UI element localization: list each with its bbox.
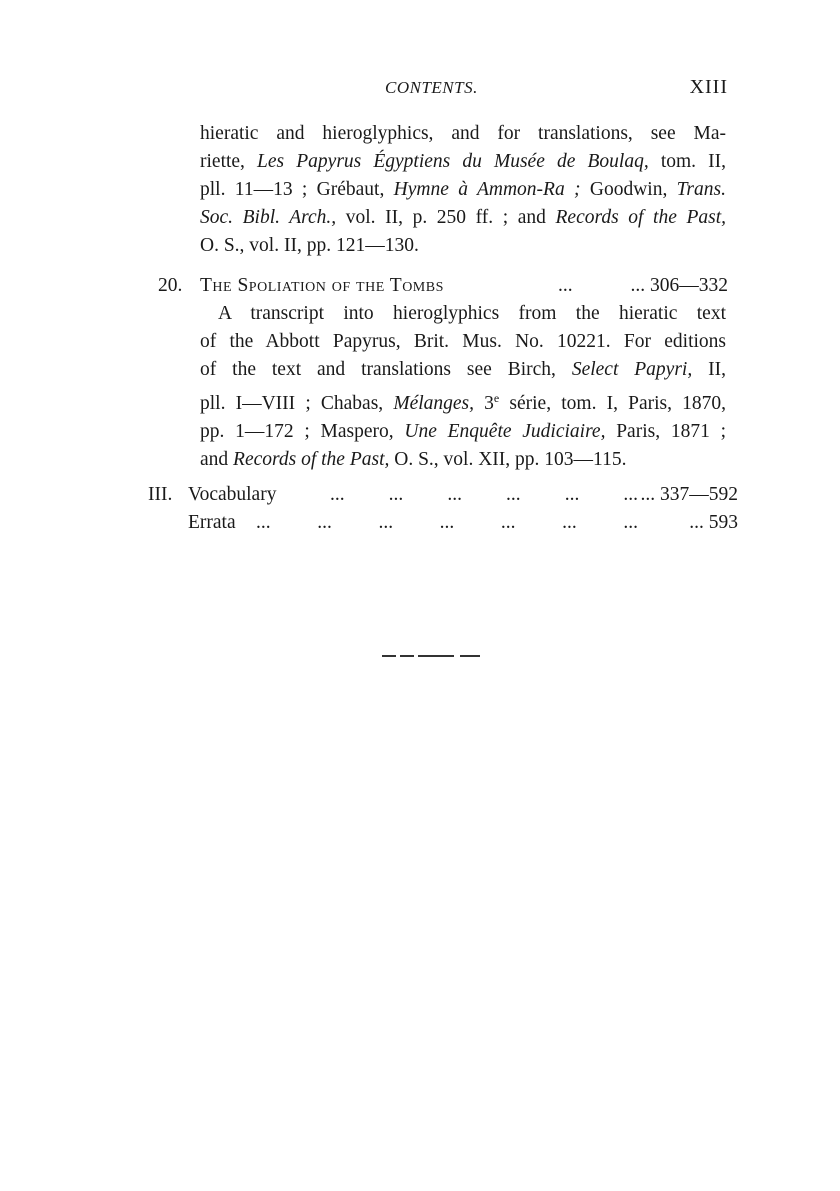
entry-title: The Spoliation of the Tombs xyxy=(200,275,444,296)
entry-number: 20. xyxy=(158,275,183,296)
entry-pages: ... 306—332 xyxy=(630,275,728,296)
page-number: XIII xyxy=(689,76,728,98)
text-line: pll. 11—13 ; Grébaut, Hymne à Ammon-Ra ; Goodwin, Trans. xyxy=(200,179,726,200)
text-line: and Records of the Past, O. S., vol. XII, pp. 103—115. xyxy=(200,449,627,470)
entry-number: III. xyxy=(148,484,173,505)
toc-entry-errata xyxy=(148,509,738,537)
entry-title: Vocabulary xyxy=(188,484,277,505)
text-line: pll. I—VIII ; Chabas, Mélanges, 3e série, tom. I, Paris, 1870, xyxy=(200,391,727,414)
toc-entry-vocabulary xyxy=(148,481,738,509)
entry-title: Errata xyxy=(188,512,236,533)
entry-pages: ... 593 xyxy=(689,512,738,533)
running-head xyxy=(140,78,740,102)
dot-leader: ... xyxy=(558,275,573,296)
entry-description xyxy=(200,300,726,474)
text-line: of the Abbott Papyrus, Brit. Mus. No. 10221. For editions xyxy=(200,331,726,352)
text-line: of the text and translations see Birch, Select Papyri, II, xyxy=(200,359,726,380)
text-line: riette, Les Papyrus Égyptiens du Musée de Boulaq, tom. II, xyxy=(200,151,726,172)
entry-pages: ... 337—592 xyxy=(640,484,738,505)
section-divider-rule xyxy=(382,655,482,657)
text-line: O. S., vol. II, pp. 121—130. xyxy=(200,235,419,256)
dot-leader: ... ... ... ... ... ... ... xyxy=(256,512,638,533)
dot-leader: ... ... ... ... ... ... xyxy=(330,484,638,505)
text-line: pp. 1—172 ; Maspero, Une Enquête Judiciaire, Paris, 1871 ; xyxy=(200,421,726,442)
text-line: Soc. Bibl. Arch., vol. II, p. 250 ff. ; and Records of the Past, xyxy=(200,207,726,228)
text-line: hieratic and hieroglyphics, and for translations, see Ma- xyxy=(200,123,726,144)
continued-paragraph xyxy=(200,120,726,260)
text-line: A transcript into hieroglyphics from the hieratic text xyxy=(218,303,726,324)
running-title: CONTENTS. xyxy=(385,78,478,97)
